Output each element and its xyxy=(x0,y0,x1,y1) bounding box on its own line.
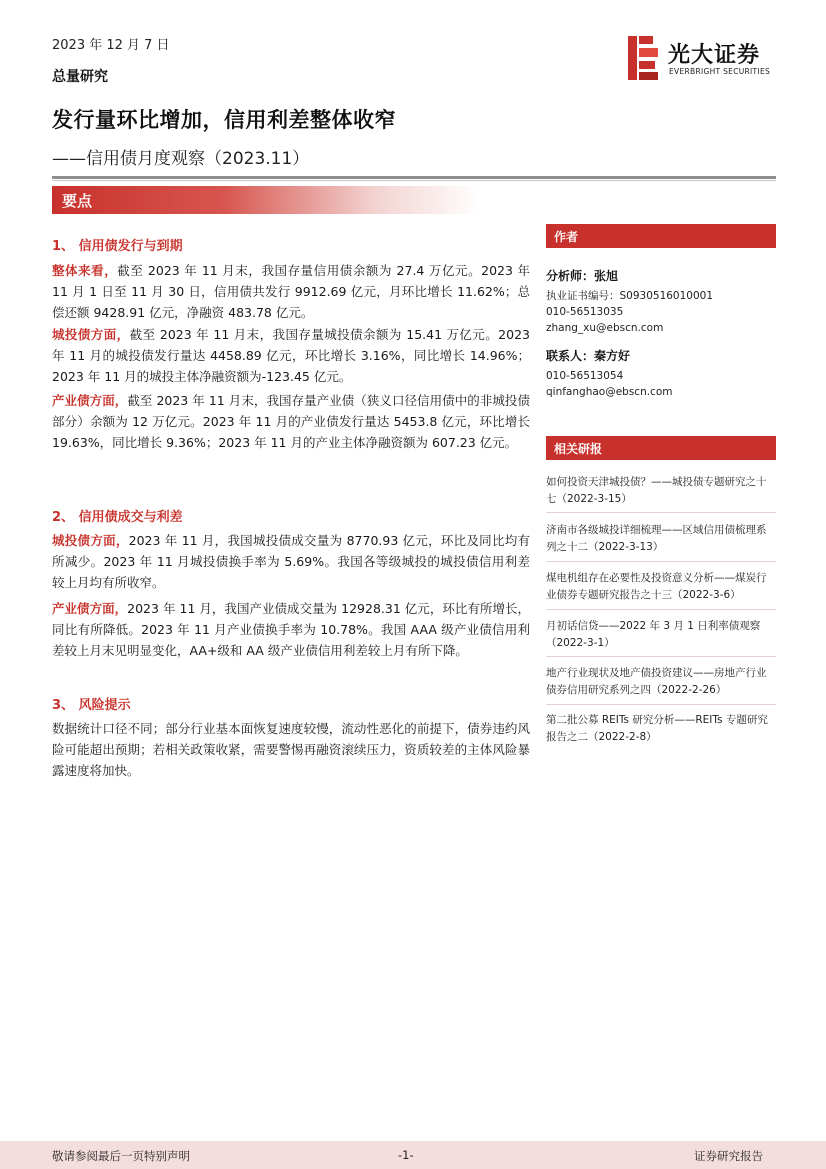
paragraph-text: 2023 年 11 月，我国产业债成交量为 12928.31 亿元，环比有所增长，同比有所降低。2023 年 11 月产业债换手率为 10.78%。我国 AAA 级产业债信用利差较上月末见明显变化，AA+级和 AA 级产业债信用利差较上月有所下降。 xyxy=(52,601,530,658)
related-report-item[interactable]: 煤电机组存在必要性及投资意义分析——煤炭行业债券专题研究报告之十三（2022-3-6） xyxy=(546,572,767,601)
related-report-divider xyxy=(546,704,776,705)
paragraph-lead: 产业债方面， xyxy=(52,393,128,408)
everbright-logo-icon xyxy=(628,36,658,80)
footer-disclaimer: 敬请参阅最后一页特别声明 xyxy=(52,1149,190,1163)
paragraph-chengtou-issuance xyxy=(52,324,530,387)
key-points-banner-label: 要点 xyxy=(62,192,93,210)
footer-report-type: 证券研究报告 xyxy=(694,1149,763,1163)
report-title: 发行量环比增加，信用利差整体收窄 xyxy=(52,108,396,132)
paragraph-text: 截至 2023 年 11 月末，我国存量信用债余额为 27.4 万亿元。2023 年 11 月 1 日至 11 月 30 日，信用债共发行 9912.69 亿元，月环比增长 11.62%；总偿还额 9428.91 亿元，净融资 483.78 亿元。 xyxy=(52,263,530,320)
analyst-name: 分析师：张旭 xyxy=(546,269,619,283)
analyst-email[interactable]: zhang_xu@ebscn.com xyxy=(546,322,664,334)
key-points-banner xyxy=(52,186,482,214)
analyst-cert: 执业证书编号：S0930516010001 xyxy=(546,290,714,302)
related-report-item[interactable]: 如何投资天津城投债？——城投债专题研究之十七（2022-3-15） xyxy=(546,476,767,505)
logo-text-cn: 光大证券 xyxy=(668,43,761,68)
paragraph-text: 截至 2023 年 11 月末，我国存量产业债（狭义口径信用债中的非城投债部分）余额为 12 万亿元。2023 年 11 月的产业债发行量达 5453.8 亿元，环比增长 19.63%，同比增长 9.36%；2023 年 11 月的产业主体净融资额为 607.23 亿元。 xyxy=(52,393,530,450)
paragraph-lead: 产业债方面， xyxy=(52,601,128,616)
contact-name: 联系人：秦方好 xyxy=(546,349,631,363)
paragraph-risk xyxy=(52,718,530,781)
contact-email[interactable]: qinfanghao@ebscn.com xyxy=(546,386,673,398)
paragraph-overall xyxy=(52,260,530,323)
section-heading-issuance: 1、 信用债发行与到期 xyxy=(52,239,183,254)
everbright-logo xyxy=(628,36,778,82)
author-banner xyxy=(546,224,776,248)
related-report-divider xyxy=(546,512,776,513)
logo-text-en: EVERBRIGHT SECURITIES xyxy=(669,67,771,76)
related-report-divider xyxy=(546,561,776,562)
paragraph-industrial-trading xyxy=(52,598,530,661)
related-report-item[interactable]: 济南市各级城投详细梳理——区域信用债梳理系列之十二（2022-3-13） xyxy=(546,524,767,553)
header-divider-thin xyxy=(52,180,776,181)
header-divider xyxy=(52,176,776,179)
paragraph-text: 截至 2023 年 11 月末，我国存量城投债余额为 15.41 万亿元。2023 年 11 月的城投债发行量达 4458.89 亿元，环比增长 3.16%，同比增长 14.96%；2023 年 11 月的城投主体净融资额为-123.45 亿元。 xyxy=(52,327,530,384)
contact-phone: 010-56513054 xyxy=(546,370,624,382)
analyst-phone: 010-56513035 xyxy=(546,306,624,318)
paragraph-lead: 整体来看， xyxy=(52,263,118,278)
report-date: 2023 年 12 月 7 日 xyxy=(52,38,170,53)
section-heading-trading: 2、 信用债成交与利差 xyxy=(52,510,183,525)
paragraph-lead: 城投债方面， xyxy=(52,533,129,548)
related-reports-banner-label: 相关研报 xyxy=(554,442,603,456)
contact-block xyxy=(546,348,673,400)
related-reports-banner xyxy=(546,436,776,460)
analyst-block xyxy=(546,268,713,336)
section-heading-risk: 3、 风险提示 xyxy=(52,698,131,713)
related-report-item[interactable]: 月初话信贷——2022 年 3 月 1 日利率债观察（2022-3-1） xyxy=(546,620,761,649)
related-report-item[interactable]: 地产行业现状及地产债投资建议——房地产行业债券信用研究系列之四（2022-2-26） xyxy=(546,667,767,696)
related-report-divider xyxy=(546,609,776,610)
paragraph-text: 2023 年 11 月，我国城投债成交量为 8770.93 亿元，环比及同比均有所减少。2023 年 11 月城投债换手率为 5.69%。我国各等级城投的城投债信用利差较上月均有所收窄。 xyxy=(52,533,530,590)
paragraph-lead: 城投债方面， xyxy=(52,327,130,342)
page-number: -1- xyxy=(398,1148,414,1162)
report-subtitle: ——信用债月度观察（2023.11） xyxy=(52,149,310,169)
paragraph-text: 数据统计口径不同；部分行业基本面恢复速度较慢，流动性恶化的前提下，债券违约风险可能超出预期；若相关政策收紧，需要警惕再融资滚续压力，资质较差的主体风险暴露速度将加快。 xyxy=(52,721,530,778)
paragraph-industrial-issuance xyxy=(52,390,530,453)
author-banner-label: 作者 xyxy=(554,230,579,244)
paragraph-chengtou-trading xyxy=(52,530,530,593)
report-category: 总量研究 xyxy=(52,69,108,85)
related-report-item[interactable]: 第二批公募 REITs 研究分析——REITs 专题研究报告之二（2022-2-8） xyxy=(546,714,768,743)
related-report-divider xyxy=(546,656,776,657)
